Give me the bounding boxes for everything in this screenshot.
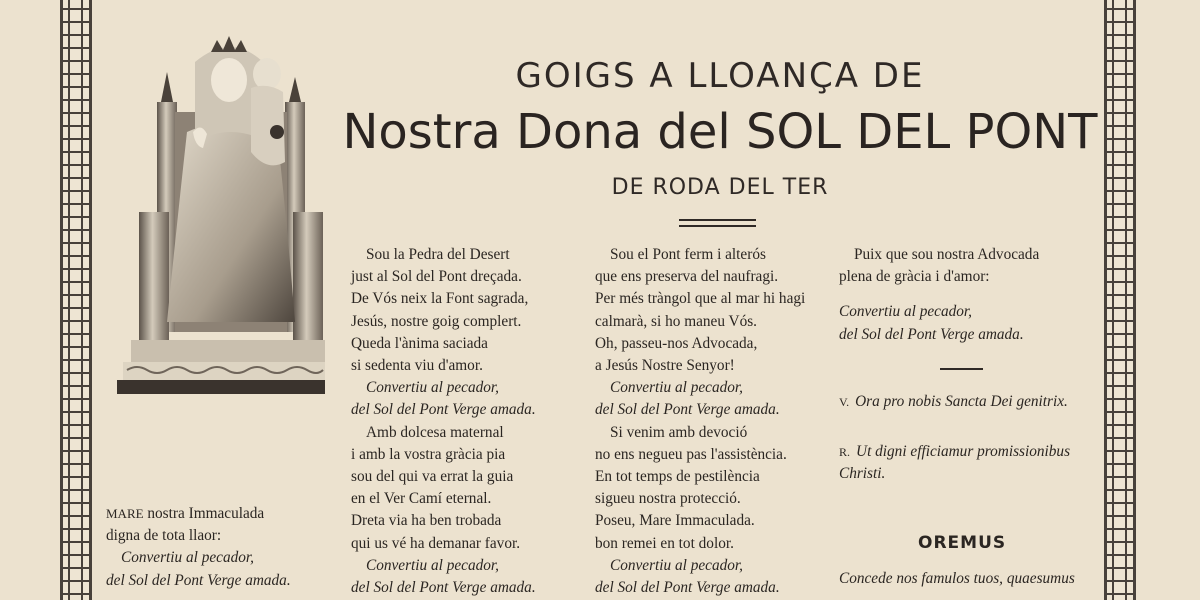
verse-line: no ens negueu pas l'assistència. (595, 445, 787, 463)
verse-line: Queda l'ànima saciada (351, 334, 488, 352)
verse-line: Sou la Pedra del Desert (366, 246, 510, 263)
versicle (839, 391, 1085, 413)
refrain-line: del Sol del Pont Verge amada. (106, 571, 291, 589)
title-line-3: DE RODA DEL TER (611, 175, 829, 200)
verse-line: calmarà, si ho maneu Vós. (595, 312, 757, 330)
verse-line: Dreta via ha ben trobada (351, 512, 502, 530)
response (839, 441, 1085, 485)
refrain-line: del Sol del Pont Verge amada. (595, 401, 780, 419)
refrain-line: Convertiu al pecador, (366, 379, 499, 397)
decorative-border-left (60, 0, 92, 600)
verse-line: en el Ver Camí eternal. (351, 490, 492, 508)
virgin-statue-icon (117, 22, 325, 396)
response-text: Ut digni efficiamur promissionibus Christi. (839, 443, 1071, 483)
oremus-heading: OREMUS (918, 533, 1007, 553)
verse-line: sigueu nostra protecció. (595, 490, 741, 508)
verse-line: plena de gràcia i d'amor: (839, 268, 990, 286)
verse-line: Puix que sou nostra Advocada (854, 246, 1040, 263)
verse-line: sou del qui va errat la guia (351, 468, 514, 486)
verse-column-2 (595, 244, 805, 599)
first-line-rest: nostra Immaculada (143, 505, 265, 522)
title-line-2: Nostra Dona del SOL DEL PONT (342, 104, 1098, 160)
verse-line: qui us vé ha demanar favor. (351, 534, 521, 552)
verse-column-3 (839, 244, 1039, 346)
decorative-border-right (1104, 0, 1136, 600)
separator-rule (940, 368, 983, 370)
refrain-line: Convertiu al pecador, (610, 379, 743, 397)
refrain-line: del Sol del Pont Verge amada. (351, 401, 536, 419)
refrain-line: del Sol del Pont Verge amada. (839, 325, 1024, 343)
verse-line (106, 503, 291, 525)
verse-line: Oh, passeu-nos Advocada, (595, 334, 758, 352)
verse-line: Poseu, Mare Immaculada. (595, 512, 755, 530)
refrain-line: del Sol del Pont Verge amada. (595, 579, 780, 597)
verse-line: a Jesús Nostre Senyor! (595, 357, 735, 375)
statue-illustration (117, 22, 325, 396)
verse-line: que ens preserva del naufragi. (595, 268, 779, 286)
refrain-line: Convertiu al pecador, (121, 549, 254, 567)
refrain-line: del Sol del Pont Verge amada. (351, 579, 536, 597)
verse-line: Amb dolcesa maternal (366, 423, 504, 441)
verse-line: De Vós neix la Font sagrada, (351, 290, 529, 308)
versicle-mark: V. (839, 395, 850, 409)
verse-line: En tot temps de pestilència (595, 468, 760, 486)
verse-column-1 (351, 244, 536, 599)
verse-line: Sou el Pont ferm i alterós (610, 246, 766, 263)
verse-line: i amb la vostra gràcia pia (351, 445, 506, 463)
title-line-1: GOIGS A LLOANÇA DE (515, 56, 925, 96)
verse-line: Si venim amb devoció (610, 423, 748, 441)
response-mark: R. (839, 445, 851, 459)
oremus-line: Concede nos famulos tuos, quaesumus (839, 570, 1075, 587)
verse-line: Jesús, nostre goig complert. (351, 312, 522, 330)
versicle-text: Ora pro nobis Sancta Dei genitrix. (855, 393, 1068, 410)
verse-column-left (106, 503, 291, 592)
first-word: MARE (106, 506, 144, 521)
verse-line: Per més tràngol que al mar hi hagi (595, 290, 806, 308)
title-rule-top (679, 219, 756, 221)
refrain-line: Convertiu al pecador, (839, 303, 972, 321)
verse-line: just al Sol del Pont dreçada. (351, 268, 522, 286)
refrain-line: Convertiu al pecador, (366, 556, 499, 574)
verse-line: si sedenta viu d'amor. (351, 357, 483, 375)
title-rule-bottom (679, 225, 756, 227)
verse-line: bon remei en tot dolor. (595, 534, 734, 552)
verse-line: digna de tota llaor: (106, 527, 222, 545)
refrain-line: Convertiu al pecador, (610, 556, 743, 574)
